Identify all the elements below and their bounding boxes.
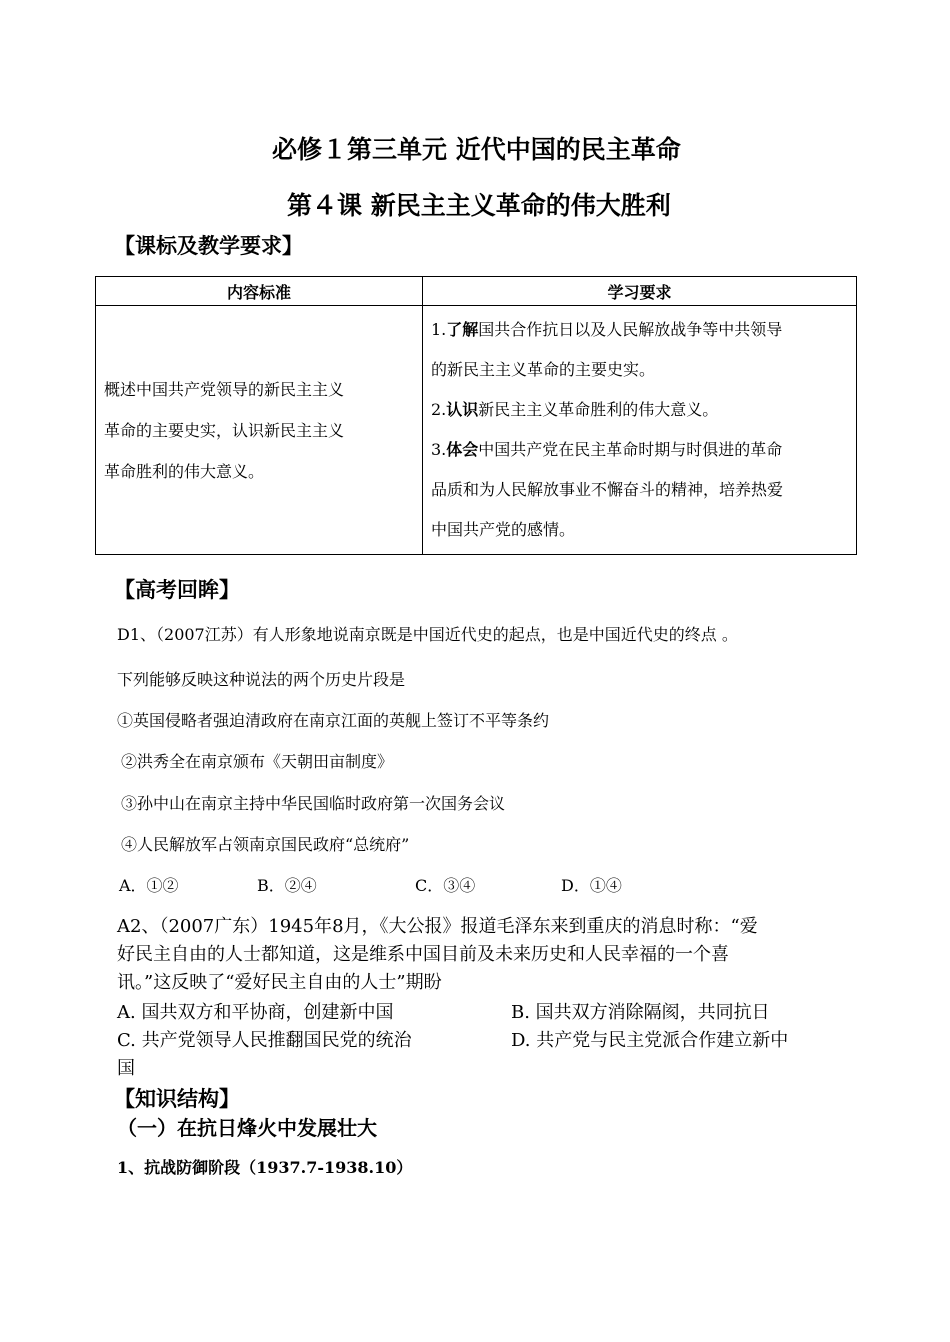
requirement-1: 1. 了解 国共合作抗日以及人民解放战争等中共领导	[431, 320, 783, 339]
section-exam-review: 【高考回眸】	[114, 578, 240, 602]
section-standards: 【课标及教学要求】	[114, 234, 303, 258]
title-line-2: 第４课 新民主主义革命的伟大胜利	[287, 191, 671, 220]
header-content-standard: 内容标准	[96, 277, 423, 306]
content-line: 革命胜利的伟大意义。	[104, 461, 265, 481]
header-learning-requirements: 学习要求	[423, 277, 857, 306]
q1-option-a: A．①②	[119, 876, 179, 895]
table-header-row	[96, 277, 857, 306]
subsection-1: （一）在抗日烽火中发展壮大	[117, 1116, 377, 1140]
point-1: 1、抗战防御阶段（1937.7-1938.10）	[117, 1158, 413, 1177]
requirement-3: 3. 体会 中国共产党在民主革命时期与时俱进的革命	[431, 440, 783, 459]
q2-stem-line-3: 讯。”这反映了“爱好民主自由的人士”期盼	[117, 972, 442, 993]
section-knowledge-structure: 【知识结构】	[114, 1087, 240, 1111]
q1-stem: D1、（2007江苏）有人形象地说南京既是中国近代史的起点，也是中国近代史的终点 。	[117, 625, 738, 644]
requirement-1-cont: 的新民主主义革命的主要史实。	[431, 360, 656, 379]
q1-stem-cont: 下列能够反映这种说法的两个历史片段是	[117, 670, 406, 689]
q1-option-c: C．③④	[415, 876, 476, 895]
learning-requirements-cell	[423, 306, 857, 555]
requirement-3-cont: 品质和为人民解放事业不懈奋斗的精神，培养热爱	[431, 480, 784, 499]
content-line: 革命的主要史实，认识新民主主义	[104, 420, 345, 440]
q2-option-d: D. 共产党与民主党派合作建立新中	[511, 1030, 789, 1051]
q2-option-c-cont: 国	[117, 1058, 135, 1079]
q1-item-3: ③孙中山在南京主持中华民国临时政府第一次国务会议	[121, 794, 506, 813]
table-row	[96, 306, 857, 555]
content-standard-cell	[96, 306, 423, 555]
standards-table	[95, 276, 857, 555]
requirement-2: 2. 认识 新民主主义革命胜利的伟大意义。	[431, 400, 719, 419]
q2-option-a: A. 国共双方和平协商，创建新中国	[117, 1002, 394, 1023]
content-line: 概述中国共产党领导的新民主主义	[104, 379, 345, 399]
q2-option-c: C. 共产党领导人民推翻国民党的统治	[117, 1030, 412, 1051]
requirement-3-cont: 中国共产党的感情。	[431, 520, 576, 539]
title-line-1: 必修１第三单元 近代中国的民主革命	[272, 135, 681, 164]
q2-stem-line-1: A2、（2007广东）1945年8月，《大公报》报道毛泽东来到重庆的消息时称：“爱	[117, 916, 758, 937]
q1-option-b: B．②④	[257, 876, 317, 895]
q2-stem-line-2: 好民主自由的人士都知道，这是维系中国目前及未来历史和人民幸福的一个喜	[117, 944, 729, 965]
q1-item-2: ②洪秀全在南京颁布《天朝田亩制度》	[121, 752, 394, 771]
q1-option-d: D．①④	[561, 876, 622, 895]
q1-item-1: ①英国侵略者强迫清政府在南京江面的英舰上签订不平等条约	[117, 711, 550, 730]
q1-item-4: ④人民解放军占领南京国民政府“总统府”	[121, 835, 410, 854]
q2-option-b: B. 国共双方消除隔阂，共同抗日	[511, 1002, 770, 1023]
